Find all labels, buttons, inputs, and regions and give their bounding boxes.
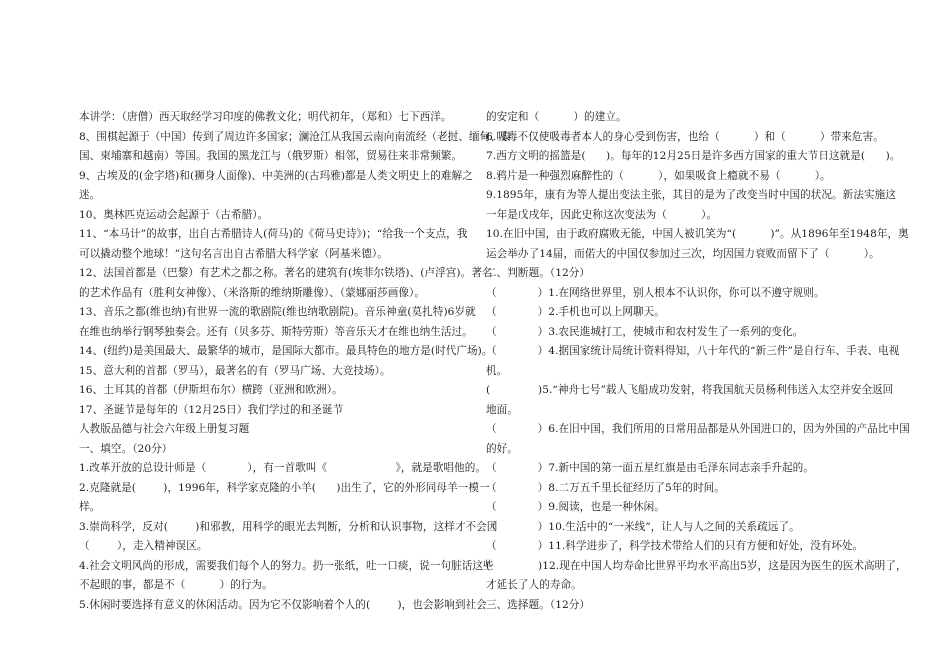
text-line: 不起眼的事，都是不（ ）的行为。	[79, 579, 273, 591]
text-line: 11、“本马计”的故事，出自古希腊诗人(荷马)的《荷马史诗》)；“给我一个支点，我	[79, 228, 468, 240]
text-line: 样。	[79, 501, 101, 513]
text-line: （ ）4.据国家统计局统计资料得知，八十年代的“新三件”是自行车、手表、电视	[486, 345, 900, 357]
text-line: （ ）9.阅读，也是一种休闲。	[486, 501, 665, 513]
text-line: 5.休闲时要选择有意义的休闲活动。因为它不仅影响着个人的( )，也会影响到社会	[79, 598, 487, 611]
text-line: （ ）3.农民進城打工，使城市和农村发生了一系列的变化。	[486, 325, 804, 338]
text-line: 3.崇尚科学，反对( )和邪教，用科学的眼光去判断，分析和认识事物，这样才不会因	[79, 520, 498, 533]
text-line: （ ）2.手机也可以上网聊天。	[486, 306, 665, 318]
text-line: 迷。	[79, 189, 101, 201]
text-line: （ ）11.科学进步了，科学技术带给人们的只有方便和好处，没有坏处。	[486, 540, 864, 552]
text-line: 才延长了人的寿命。	[486, 579, 582, 591]
document-title: 人教版品德与社会六年级上册复习题	[79, 423, 250, 435]
text-line: 9.1895年，康有为等人提出变法主张，其目的是为了改变当时中国的状况。新法实施这	[486, 189, 896, 201]
section-heading: 一、填空。（20分）	[79, 442, 173, 455]
text-line: 16、土耳其的首都（伊斯坦布尔）横跨（亚洲和欧洲）。	[79, 384, 343, 396]
text-line: （ ）6.在旧中国，我们所用的日常用品都是从外国进口的，因为外国的产品比中国	[486, 423, 910, 435]
text-line: 15、意大利的首都（罗马），最著名的有（罗马广场、大竞技场）。	[79, 364, 391, 377]
text-line: 地面。	[486, 403, 518, 416]
text-line: 2.克隆就是( )，1996年，科学家克隆的小羊( )出生了，它的外形同母羊一模一	[79, 481, 490, 494]
text-line: 一年是戊戌年，因此史称这次变法为（ ）。	[486, 208, 718, 221]
text-line: 4.社会文明风尚的形成，需要我们每个人的努力。扔一张纸，吐一口痰，说一句脏话这些	[79, 559, 494, 572]
text-line: 的艺术作品有（胜利女神像）、（米洛斯的维纳斯雕像）、（蒙娜丽莎画像）。	[79, 286, 426, 299]
text-line: 机。	[486, 364, 508, 377]
text-line: 的好。	[486, 442, 518, 455]
text-line: 8、围棋起源于（中国）传到了周边许多国家；澜沧江从我国云南向南流经（老挝、缅甸、泰	[79, 130, 512, 143]
text-line: 17、圣诞节是每年的（12月25日）我们学过的和圣诞节	[79, 403, 344, 416]
text-line: 13、音乐之都(维也纳)有世界一流的歌剧院(维也纳歌剧院)。音乐神童(莫扎特)6岁就	[79, 306, 476, 318]
section-heading: 二、判断题。（12分）	[486, 267, 591, 279]
text-line: 本讲学：（唐僧）西天取经学习印度的佛教文化；明代初年，（郑和）七下西洋。	[79, 111, 452, 123]
text-line: （ ）7.新中国的第一面五星红旗是由毛泽东同志亲手升起的。	[486, 462, 814, 474]
text-line: ( )12.现在中国人均寿命比世界平均水平高出5岁，这是因为医生的医术高明了，	[486, 559, 907, 572]
text-line: 14、(纽约)是美国最大、最繁华的城市，是国际大都市。最具特色的地方是(时代广场)。	[79, 345, 493, 357]
text-line: 1.改革开放的总设计师是（ ），有一首歌叫《 》，就是歌唱他的。	[79, 462, 486, 474]
text-line: （ ）1.在网络世界里，别人根本不认识你，你可以不遵守规则。	[486, 286, 825, 299]
text-line: ( )5.“神舟七号”载人飞船成功发射，将我国航天员杨利伟送入太空并安全返回	[486, 384, 894, 396]
text-line: 7.西方文明的摇篮是( )。每年的12月25日是许多西方国家的重大节日这就是( )。	[486, 150, 901, 162]
text-line: 12、法国首都是（巴黎）有艺术之都之称。著名的建筑有(埃菲尔铁塔)、(卢浮宫)。著名	[79, 267, 493, 279]
text-line: 可以撬动整个地球！”这句名言出自古希腊大科学家（阿基米德）。	[79, 247, 388, 260]
text-line: 运会举办了14届，而偌大的中国仅参加过三次，均因国力衰败而留下了（ ）。	[486, 247, 880, 260]
text-line: （ ）8.二万五千里长征经历了5年的时间。	[486, 481, 725, 494]
text-line: （ ），走入精神误区。	[79, 540, 208, 552]
text-line: 的安定和（ ）的建立。	[486, 111, 627, 123]
section-heading: 三、选择题。（12分）	[486, 598, 591, 611]
text-line: 6.吸毒不仅使吸毒者本人的身心受到伤害，也给（ ）和（ ）带来危害。	[486, 130, 884, 143]
text-line: 10、奥林匹克运动会起源于（古希腊）。	[79, 208, 269, 221]
text-line: 8.鸦片是一种强烈麻醉性的（ ），如果吸食上瘾就不易（ ）。	[486, 169, 831, 182]
text-line: 在维也纳举行钢琴独奏会。还有（贝多芬、斯特劳斯）等音乐天才在维也纳生活过。	[79, 325, 473, 338]
right-column	[486, 108, 910, 615]
text-line: 国、柬埔寨和越南）等国。我国的黑龙江与（俄罗斯）相邻，贸易往来非常频繁。	[79, 150, 463, 162]
text-line: （ ）10.生活中的“一米线”，让人与人之间的关系疏远了。	[486, 520, 800, 533]
text-line: 9、古埃及的(金字塔)和(狮身人面像)、中美洲的(古玛雅)都是人类文明史上的难解之	[79, 169, 473, 182]
text-line: 10.在旧中国，由于政府腐败无能，中国人被讥笑为“( )”。从1896年至1948年，奥	[486, 228, 909, 240]
